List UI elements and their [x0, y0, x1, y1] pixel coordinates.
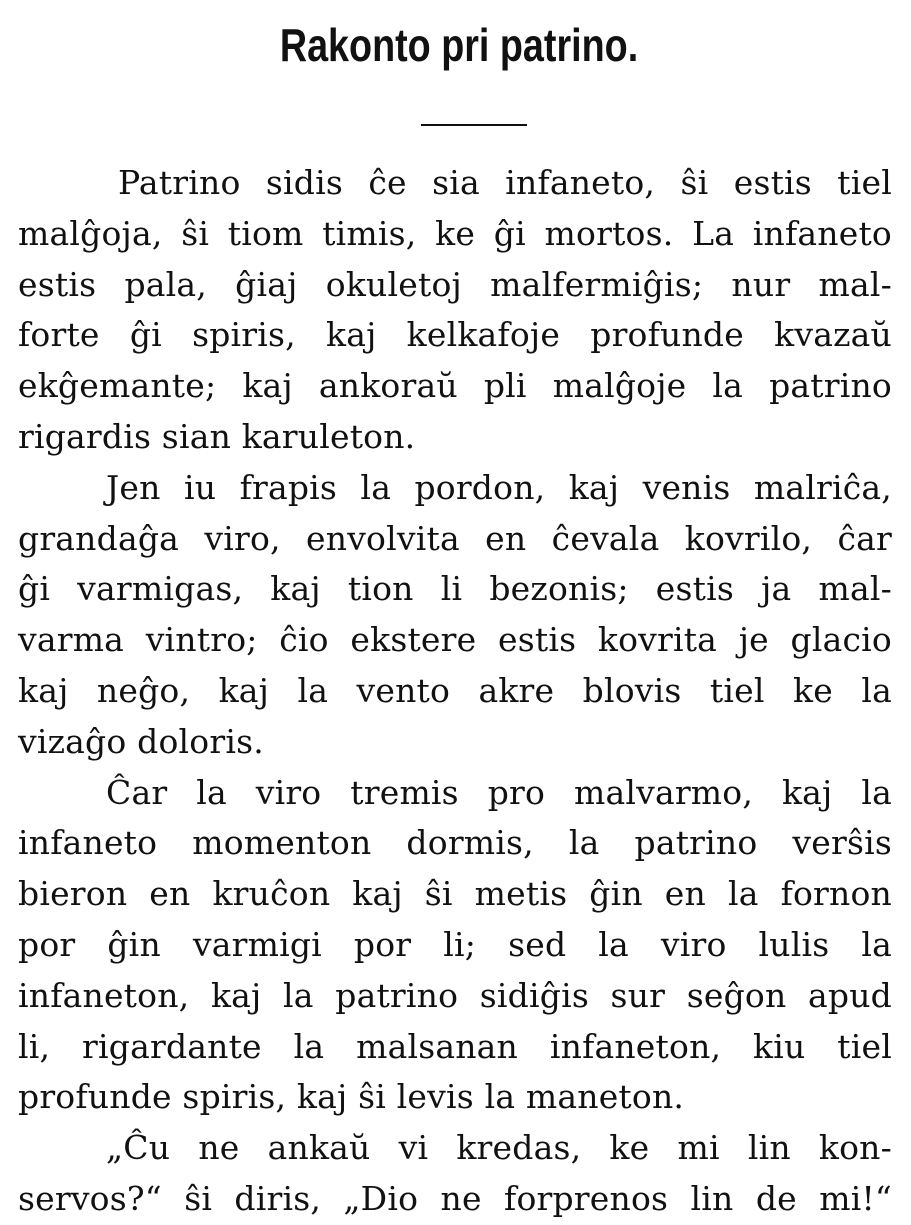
text-line: ĝi varmigas, kaj tion li bezonis; estis ja mal-: [18, 569, 892, 609]
text-line: servos?“ ŝi diris, „Dio ne forprenos lin de mi!“: [18, 1178, 892, 1218]
text-line: li, rigardante la malsanan infaneton, kiu tiel: [18, 1026, 892, 1066]
text-line: bieron en kruĉon kaj ŝi metis ĝin en la fornon: [18, 874, 892, 914]
page-title: Rakonto pri patrino.: [279, 19, 639, 71]
story-body: [18, 158, 892, 1225]
text-line: estis pala, ĝiaj okuletoj malfermiĝis; nur mal-: [18, 264, 892, 304]
text-line: rigardis sian karuleton.: [18, 416, 416, 456]
text-line: profunde spiris, kaj ŝi levis la maneton.: [18, 1077, 685, 1117]
text-line: forte ĝi spiris, kaj kelkafoje profunde kvazaŭ: [18, 315, 892, 355]
text-line: grandaĝa viro, envolvita en ĉevala kovrilo, ĉar: [18, 518, 892, 558]
text-line: varma vintro; ĉio ekstere estis kovrita je glacio: [18, 620, 892, 660]
text-line: por ĝin varmigi por li; sed la viro lulis la: [18, 924, 892, 964]
text-line: ekĝemante; kaj ankoraŭ pli malĝoje la patrino: [18, 366, 892, 406]
text-line: vizaĝo doloris.: [18, 721, 264, 761]
text-line: infaneton, kaj la patrino sidiĝis sur seĝon apud: [18, 975, 892, 1015]
text-line: Ĉar la viro tremis pro malvarmo, kaj la: [106, 772, 892, 812]
title-divider: [421, 124, 527, 126]
text-line: infaneto momenton dormis, la patrino verŝis: [18, 823, 892, 863]
text-line: „Ĉu ne ankaŭ vi kredas, ke mi lin kon-: [106, 1128, 892, 1168]
text-line: malĝoja, ŝi tiom timis, ke ĝi mortos. La infaneto: [18, 213, 892, 253]
text-line: Patrino sidis ĉe sia infaneto, ŝi estis tiel: [118, 163, 892, 202]
text-line: Jen iu frapis la pordon, kaj venis malriĉa,: [106, 467, 892, 507]
text-line: kaj neĝo, kaj la vento akre blovis tiel ke la: [18, 670, 892, 710]
